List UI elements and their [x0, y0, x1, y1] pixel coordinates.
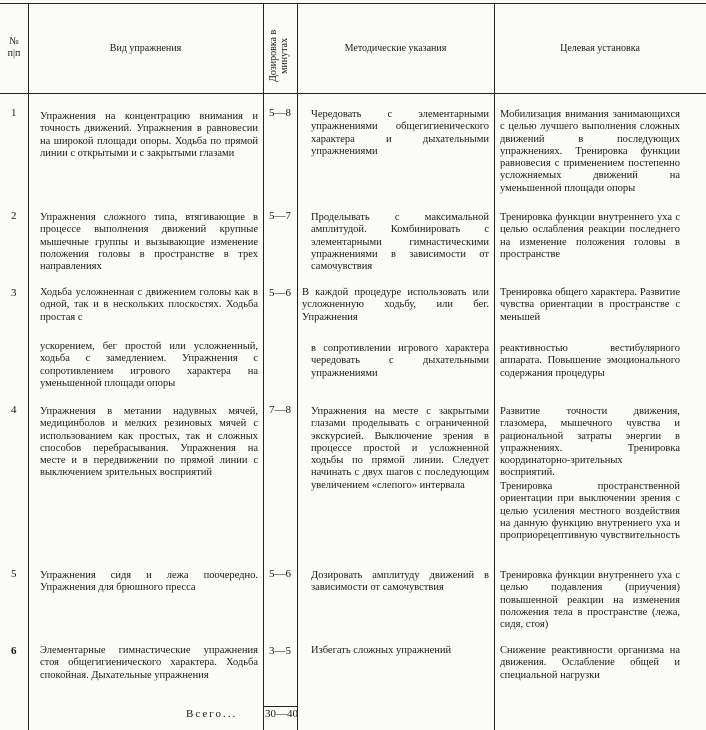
header-num-line1: № — [9, 36, 19, 47]
row-1-method: Чередовать с элементарными упражнениями общегигиенического характера и дыхательными упражнениями — [311, 109, 489, 157]
row-4-dose: 7—8 — [269, 404, 291, 416]
row-3-goal: Тренировка общего характера. Развитие чувства ориентации в пространстве с меньшей — [500, 287, 680, 323]
column-divider-4 — [494, 3, 495, 730]
row-4-goal-continued: Тренировка пространственной ориентации при выключении зрения с целью усиления местного воздействия на данную функцию внутреннего уха и проприорецептивную чувствительность — [500, 481, 680, 542]
row-3-dose: 5—6 — [269, 287, 291, 299]
header-dose — [268, 30, 290, 82]
row-1-dose: 5—8 — [269, 107, 291, 119]
header-dose-line2: минутах — [279, 37, 290, 74]
row-1-goal: Мобилизация внимания занимающихся с целью лучшего выполнения сложных движений в последующих упражнениях. Тренировка функции равновесия с применением постепенно усложняемых движений на уменьшенной площади опоры — [500, 109, 680, 194]
row-5-goal: Тренировка функции внутреннего уха с целью подавления (приучения) повышенной реакции на изменения положения тела в пространстве (лежа, сидя, стоя) — [500, 570, 680, 631]
row-2-num: 2 — [11, 210, 17, 222]
header-dose-line1: Дозировка в — [268, 29, 279, 82]
row-4-exercise: Упражнения в метании надувных мячей, медицинболов и мелких резиновых мячей с использованием как простых, так и сложных способов перебрасывания. Упражнения на месте и в передвижении по прямой линии с выключением зрительных восприятий — [40, 406, 258, 479]
row-2-goal: Тренировка функции внутреннего уха с целью ослабления реакции последнего на изменение положения головы в пространстве — [500, 212, 680, 260]
row-6-exercise: Элементарные гимнастические упражнения стоя общегигиенического характера. Ходьба спокойная. Дыхательные упражнения — [40, 645, 258, 681]
row-4-goal: Развитие точности движения, глазомера, мышечного чувства и рациональной затраты энергии в упражнениях. Тренировка координаторно-зрительных восприятий. — [500, 406, 680, 479]
row-3-method: В каждой процедуре использовать или усложненную ходьбу, или бег. Упражнения — [302, 287, 489, 323]
row-3-cont-goal: реактивностью вестибулярного аппарата. Повышение эмоционального содержания процедуры — [500, 343, 680, 379]
row-3-cont-exercise: ускорением, бег простой или усложненный, ходьба с замедлением. Упражнения с сопротивлением игрового характера на уменьшенной площади опоры — [40, 341, 258, 389]
header-num-line2: п|п — [7, 48, 21, 59]
total-value: 30—40 — [265, 708, 298, 720]
row-5-method: Дозировать амплитуду движений в зависимости от самочувствия — [311, 570, 489, 594]
total-top-border — [263, 706, 297, 707]
row-2-method: Проделывать с максимальной амплитудой. Комбинировать с элементарными гимнастическими упражнениями в зависимости от самочувствия — [311, 212, 489, 273]
row-6-goal: Снижение реактивности организма на движения. Ослабление общей и специальной нагрузки — [500, 645, 680, 681]
row-1-exercise: Упражнения на концентрацию внимания и точность движений. Упражнения в равновесии на широкой площади опоры. Ходьба по прямой линии с открытыми и с закрытыми глазами — [40, 111, 258, 159]
row-4-num: 4 — [11, 404, 17, 416]
row-3-exercise: Ходьба усложненная с движением головы как в одной, так и в нескольких плоскостях. Ходьба простая с — [40, 287, 258, 323]
table-top-border — [0, 3, 706, 4]
row-5-num: 5 — [11, 568, 17, 580]
header-goal: Целевая установка — [560, 43, 640, 54]
row-5-exercise: Упражнения сидя и лежа поочередно. Упражнения для брюшного пресса — [40, 570, 258, 594]
row-2-dose: 5—7 — [269, 210, 291, 222]
column-divider-1 — [28, 3, 29, 730]
header-bottom-border — [0, 93, 706, 94]
row-6-dose: 3—5 — [269, 645, 291, 657]
row-6-num: 6 — [11, 645, 17, 657]
header-num — [0, 36, 28, 60]
header-method: Методические указания — [344, 43, 447, 54]
row-3-cont-method: в сопротивлении игрового характера чередовать с дыхательными упражнениями — [311, 343, 489, 379]
row-6-method: Избегать сложных упражнений — [311, 645, 452, 656]
row-3-num: 3 — [11, 287, 17, 299]
row-5-dose: 5—6 — [269, 568, 291, 580]
row-2-exercise: Упражнения сложного типа, втягивающие в процессе выполнения движений крупные мышечные группы и вызывающие изменение положения головы в пространстве в трех направлениях — [40, 212, 258, 273]
total-label: Всего... — [186, 708, 238, 720]
row-4-method: Упражнения на месте с закрытыми глазами проделывать с ограниченной экскурсией. Выключение зрения в процессе простой и усложненной ходьбы по прямой линии. Следует начинать с двух шагов с последующим увеличением «слепого» интервала — [311, 406, 489, 491]
header-exercise: Вид упражнения — [109, 43, 182, 54]
row-1-num: 1 — [11, 107, 17, 119]
